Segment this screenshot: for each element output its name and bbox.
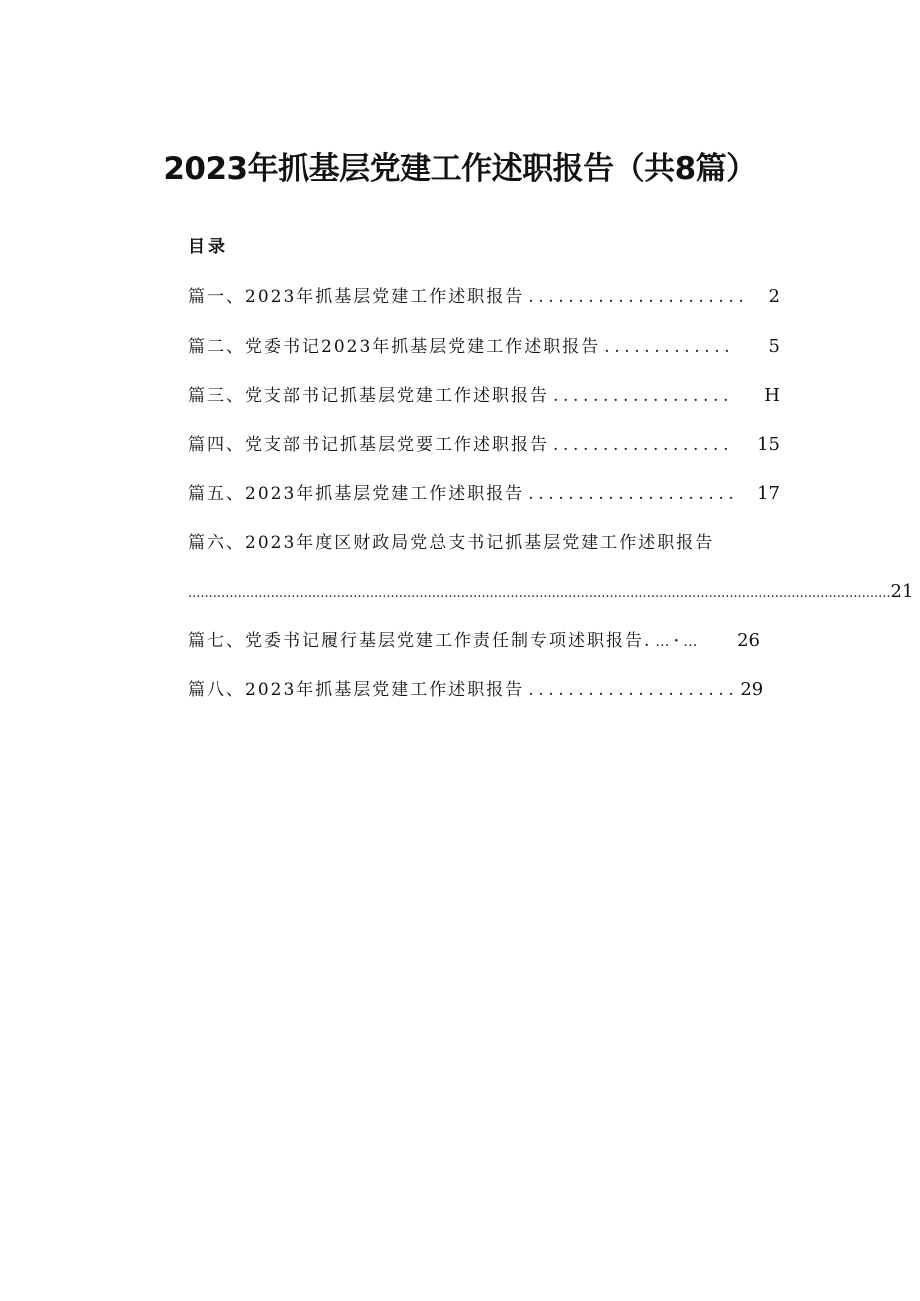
document-title: 2023年抓基层党建工作述职报告（共8篇） [163, 151, 757, 187]
toc-entry-page: 21 [890, 581, 914, 602]
toc-entry-title: 篇五、2023年抓基层党建工作述职报告 [188, 484, 525, 504]
toc-entry-leader: ............. [604, 337, 735, 357]
toc-entry-leader: .................. [553, 386, 734, 406]
toc-entry-page: 5 [768, 336, 780, 357]
toc-entry-4[interactable] [188, 431, 780, 459]
toc-entry-2[interactable] [188, 333, 780, 361]
toc-entry-leader: .......................................................................................................................................................................... [188, 586, 891, 601]
toc-entry-leader: ..................... [528, 680, 739, 700]
toc-entry-title: 篇六、2023年度区财政局党总支书记抓基层党建工作述职报告 [188, 533, 715, 553]
toc-entry-3[interactable] [188, 382, 780, 410]
toc-entry-page: 15 [757, 434, 780, 455]
toc-entry-1[interactable] [188, 283, 780, 311]
toc-entry-6-leader-line[interactable] [188, 578, 914, 606]
toc-entry-7[interactable] [188, 627, 760, 655]
toc-heading: 目录 [188, 237, 228, 257]
toc-entry-page: 17 [757, 483, 780, 504]
toc-entry-title: 篇二、党委书记2023年抓基层党建工作述职报告 [188, 337, 601, 357]
toc-entry-page: 29 [740, 679, 764, 700]
toc-entry-leader: ..................... [528, 484, 739, 504]
toc-entry-6[interactable] [188, 529, 780, 557]
toc-entry-page: 26 [737, 630, 760, 651]
toc-entry-5[interactable] [188, 480, 780, 508]
toc-entry-leader: ...................... [528, 287, 749, 307]
toc-entry-title: 篇四、党支部书记抓基层党要工作述职报告 [188, 435, 549, 455]
toc-entry-title: 篇八、2023年抓基层党建工作述职报告 [188, 680, 525, 700]
toc-entry-page: H [764, 385, 780, 406]
toc-entry-title: 篇三、党支部书记抓基层党建工作述职报告 [188, 386, 549, 406]
toc-entry-page: 2 [768, 286, 780, 307]
toc-entry-8[interactable] [188, 676, 764, 704]
toc-entry-title: 篇七、党委书记履行基层党建工作责任制专项述职报告. [188, 631, 652, 651]
toc-entry-title: 篇一、2023年抓基层党建工作述职报告 [188, 287, 525, 307]
toc-entry-leader: …・… [655, 634, 698, 650]
toc-entry-leader: .................. [553, 435, 734, 455]
